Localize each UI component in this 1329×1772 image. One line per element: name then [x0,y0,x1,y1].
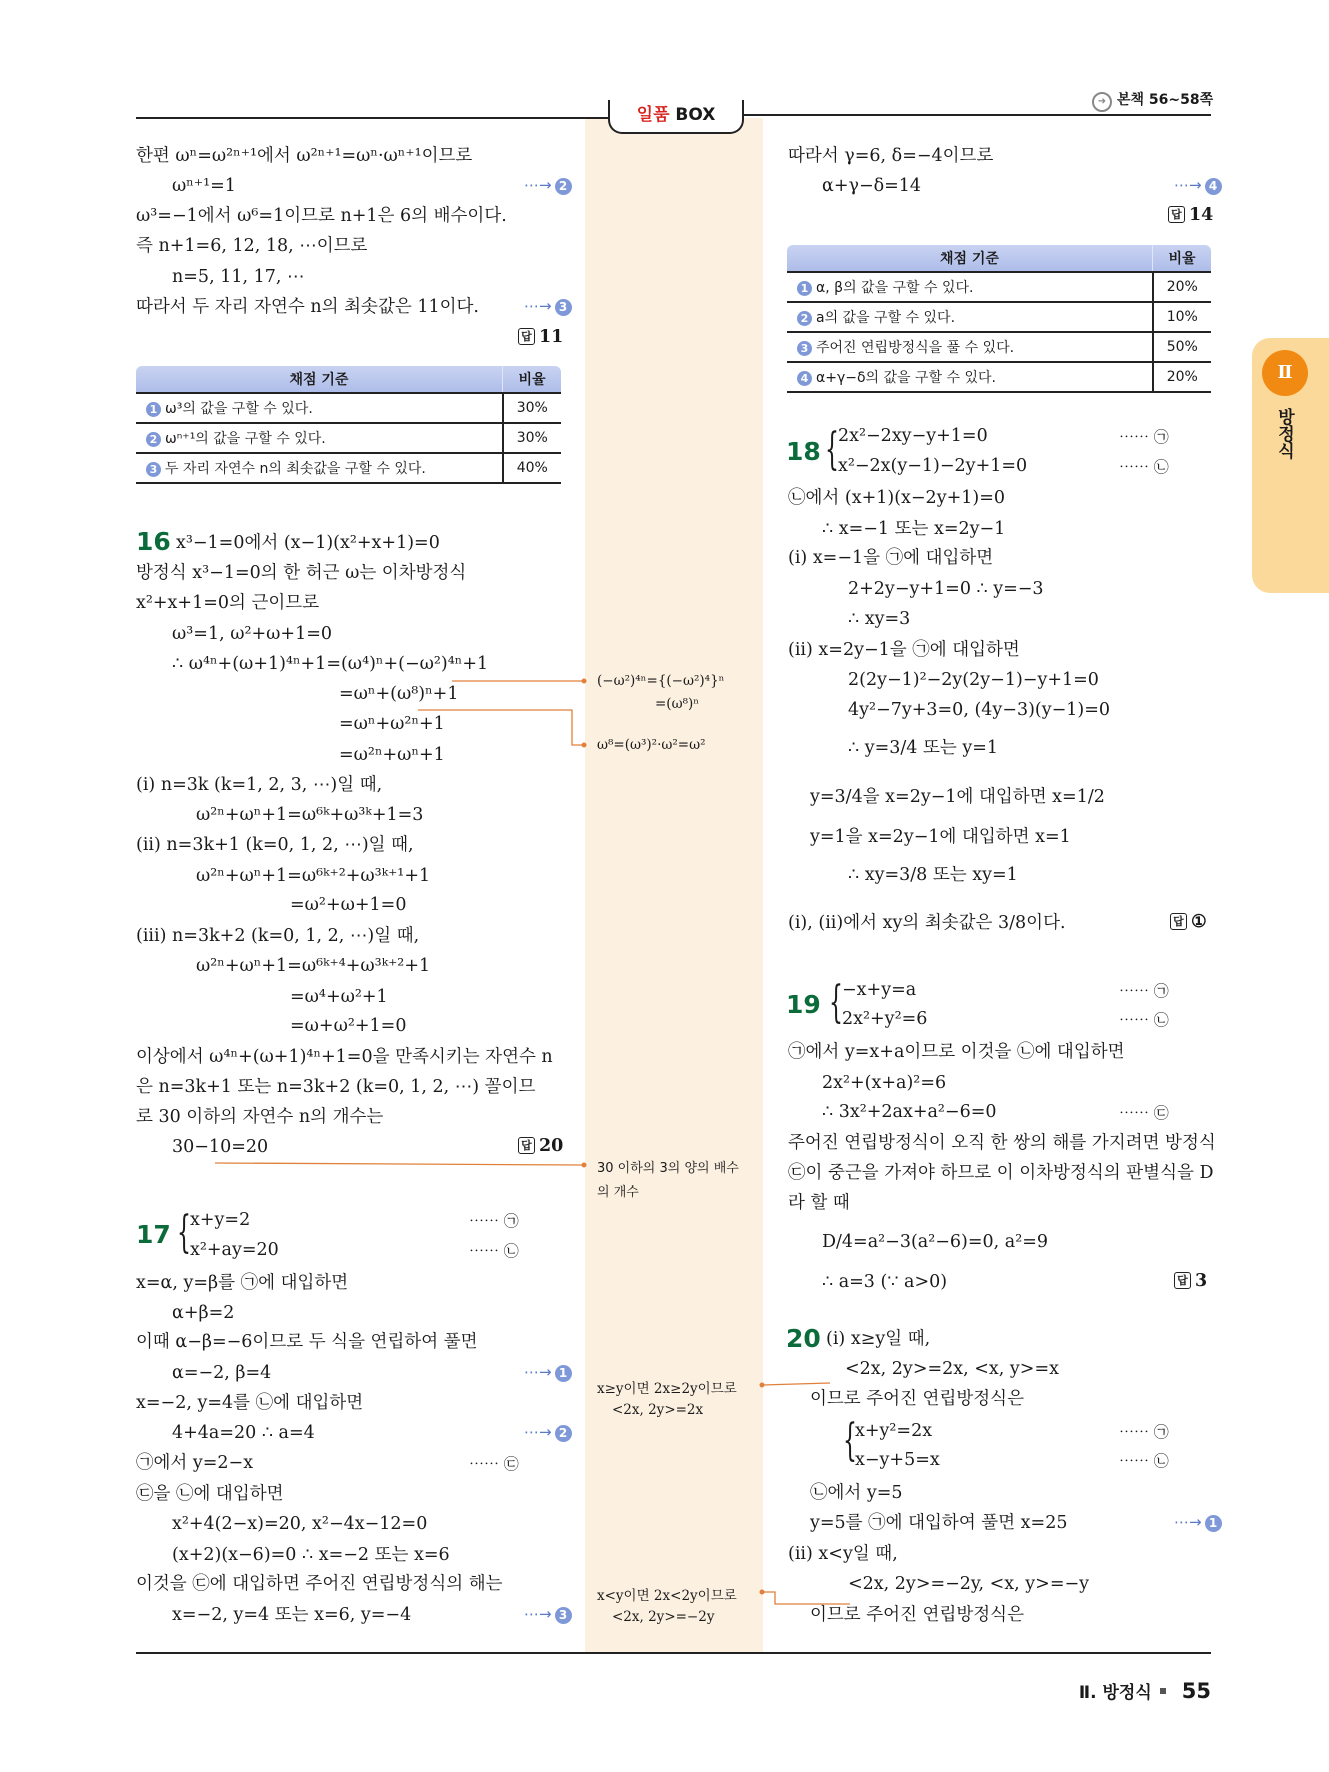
step-marker [1174,176,1222,195]
step-marker [524,1423,572,1442]
solution-line: =ω²+ω+1=0 [290,895,407,915]
solution-line: =ω⁴+ω²+1 [290,987,388,1007]
solution-line: 이므로 주어진 연립방정식은 [810,1605,1024,1625]
box-note: x<y이면 2x<2y이므로 [597,1588,737,1604]
column-header: 비율 [1153,245,1212,272]
step-number-icon: 4 [797,371,812,386]
solution-line: 한편 ωⁿ=ω²ⁿ⁺¹에서 ω²ⁿ⁺¹=ωⁿ·ωⁿ⁺¹이므로 [136,146,473,166]
ratio: 20% [1153,272,1212,302]
equation-label [1119,1102,1169,1123]
label-mark: ㉡ [1153,1452,1169,1470]
box-note: x≥y이면 2x≥2y이므로 [597,1381,737,1397]
solution-line: ∴ ω⁴ⁿ+(ω+1)⁴ⁿ+1=(ω⁴)ⁿ+(−ω²)⁴ⁿ+1 [172,654,489,674]
solution-line: ωⁿ⁺¹=1 [172,176,236,196]
table-row [136,423,561,453]
box-note: <2x, 2y>=2x [612,1402,704,1418]
step-marker [1174,1513,1222,1532]
step-arrow: ⋯→ [524,1605,552,1623]
step-number-icon: 3 [797,341,812,356]
label-mark: ㉡ [503,1242,519,1260]
solution-line: (iii) n=3k+2 (k=0, 1, 2, ⋯)일 때, [136,926,420,946]
equation-label [1119,456,1169,477]
label-mark: ㉠ [1153,1423,1169,1441]
box-note: <2x, 2y>=−2y [612,1609,715,1625]
solution-line: 주어진 연립방정식이 오직 한 쌍의 해를 가지려면 방정식 [788,1133,1216,1153]
system-brace: { [177,1207,191,1258]
solution-line: ∴ y=3/4 또는 y=1 [848,738,999,758]
solution-line: 2x²+(x+a)²=6 [822,1073,947,1093]
solution-line: x²+4(2−x)=20, x²−4x−12=0 [172,1514,428,1534]
dots: ⋯⋯ [1119,1423,1150,1441]
solution-line: α+γ−δ=14 [822,176,922,196]
solution-line: ㉠에서 y=2−x [136,1453,254,1473]
equation-label [1119,1450,1169,1471]
solution-line: ∴ a=3 (∵ a>0) [822,1272,948,1292]
ratio: 40% [503,453,562,483]
solution-line: =ωⁿ+ω²ⁿ+1 [339,714,445,734]
solution-line: (x+2)(x−6)=0 ∴ x=−2 또는 x=6 [172,1545,450,1565]
solution-line: (i) n=3k (k=1, 2, 3, ⋯)일 때, [136,775,383,795]
box-title: BOX [675,105,716,125]
solution-line: x=α, y=β를 ㉠에 대입하면 [136,1273,349,1293]
answer-value: 3 [1195,1271,1208,1291]
solution-line: ㉢이 중근을 가져야 하므로 이 이차방정식의 판별식을 D [788,1163,1214,1183]
solution-line: 따라서 두 자리 자연수 n의 최솟값은 11이다. [136,297,479,317]
dots: ⋯⋯ [1119,982,1150,1000]
solution-line: 따라서 γ=6, δ=−4이므로 [788,146,994,166]
connector-dot [760,1590,765,1595]
solution-line: x=−2, y=4를 ㉡에 대입하면 [136,1393,364,1413]
criterion: a의 값을 구할 수 있다. [816,310,956,326]
solution-line: ω³=−1에서 ω⁶=1이므로 n+1은 6의 배수이다. [136,206,507,226]
solution-line: 방정식 x³−1=0의 한 허근 ω는 이차방정식 [136,563,467,583]
solution-line: (ii) n=3k+1 (k=0, 1, 2, ⋯)일 때, [136,835,414,855]
step-number-icon: 2 [797,311,812,326]
ratio: 20% [1153,362,1212,392]
system-brace: { [829,977,843,1028]
solution-line: n=5, 11, 17, ⋯ [172,267,305,287]
criterion: ω³의 값을 구할 수 있다. [165,401,313,417]
label-mark: ㉢ [1153,1104,1169,1122]
step-number-icon: 2 [146,432,161,447]
step-arrow: ⋯→ [524,297,552,315]
chapter-title: 방정식 [1274,408,1294,459]
connector-dot [760,1383,765,1388]
problem-number: 20 [786,1324,821,1353]
system-equation: x−y+5=x [855,1450,940,1470]
grading-table [136,366,561,484]
table-row [787,332,1211,362]
answer-icon: 답 [1168,206,1185,223]
criterion: α, β의 값을 구할 수 있다. [816,280,974,296]
solution-line: ω²ⁿ+ωⁿ+1=ω⁶ᵏ⁺²+ω³ᵏ⁺¹+1 [196,866,431,886]
solution-line: y=5를 ㉠에 대입하여 풀면 x=25 [810,1513,1068,1533]
label-mark: ㉢ [503,1455,519,1473]
solution-line: ∴ xy=3 [848,609,911,629]
step-number-icon: 3 [555,299,572,316]
solution-line: (ii) x=2y−1을 ㉠에 대입하면 [788,640,1020,660]
equation-label [469,1453,519,1474]
solution-line: ∴ 3x²+2ax+a²−6=0 [822,1102,997,1122]
step-marker [524,176,572,195]
arrow-circle-icon: ➜ [1092,92,1112,112]
solution-line: 이때 α−β=−6이므로 두 식을 연립하여 풀면 [136,1332,478,1352]
answer [1168,205,1213,225]
solution-line: (i) x=−1을 ㉠에 대입하면 [788,548,994,568]
box-title-red: 일품 [636,105,670,125]
step-number-icon: 2 [555,178,572,195]
grading-table [787,245,1211,393]
answer [1174,1271,1207,1291]
box-note: 30 이하의 3의 양의 배수 [597,1161,739,1176]
solution-line: ∴ xy=3/8 또는 xy=1 [848,865,1018,885]
system-equation: x+y=2 [190,1210,251,1230]
ratio: 30% [503,423,562,453]
box-note: (−ω²)⁴ⁿ={(−ω²)⁴}ⁿ [597,673,725,689]
solution-line: ㉡에서 y=5 [810,1483,903,1503]
footer-chapter: Ⅱ. 방정식 [1078,1683,1152,1703]
dots: ⋯⋯ [1119,458,1150,476]
label-mark: ㉠ [1153,428,1169,446]
step-arrow: ⋯→ [524,1423,552,1441]
solution-line: x³−1=0에서 (x−1)(x²+x+1)=0 [176,533,440,553]
solution-line: 4+4a=20 ∴ a=4 [172,1423,315,1443]
solution-line: 즉 n+1=6, 12, 18, ⋯이므로 [136,236,368,256]
solution-line: =ωⁿ+(ω⁸)ⁿ+1 [339,684,459,704]
ratio: 10% [1153,302,1212,332]
connector-dot [582,679,587,684]
solution-line: x=−2, y=4 또는 x=6, y=−4 [172,1605,412,1625]
label-mark: ㉡ [1153,458,1169,476]
dots: ⋯⋯ [1119,1104,1150,1122]
system-equation: 2x²+y²=6 [842,1009,928,1029]
solution-line: 이것을 ㉢에 대입하면 주어진 연립방정식의 해는 [136,1574,503,1594]
answer-value: ① [1191,912,1207,932]
column-header: 채점 기준 [787,245,1153,272]
solution-line: 4y²−7y+3=0, (4y−3)(y−1)=0 [848,700,1111,720]
equation-label [1119,426,1169,447]
equation-label [1119,1421,1169,1442]
solution-line: ㉠에서 y=x+a이므로 이것을 ㉡에 대입하면 [788,1042,1125,1062]
step-marker [524,1605,572,1624]
problem-number: 18 [786,437,821,466]
table-row [136,453,561,483]
equation-label [469,1240,519,1261]
equation-label [1119,980,1169,1001]
table-row [787,272,1211,302]
label-mark: ㉠ [503,1212,519,1230]
step-number-icon: 3 [555,1607,572,1624]
step-number-icon: 1 [797,281,812,296]
step-arrow: ⋯→ [524,176,552,194]
step-arrow: ⋯→ [1174,1513,1202,1531]
dots: ⋯⋯ [469,1212,500,1230]
step-arrow: ⋯→ [1174,176,1202,194]
system-equation: x²−2x(y−1)−2y+1=0 [838,456,1028,476]
ratio: 30% [503,393,562,423]
system-brace: { [843,1415,857,1466]
system-equation: x+y²=2x [855,1421,933,1441]
equation-label [469,1210,519,1231]
step-marker [524,297,572,316]
solution-line: 로 30 이하의 자연수 n의 개수는 [136,1107,384,1127]
system-brace: { [825,424,839,475]
connector-dot [582,1163,587,1168]
connector-line [762,1383,830,1385]
solution-line: (i), (ii)에서 xy의 최솟값은 3/8이다. [788,913,1066,933]
answer [1170,912,1207,932]
connector-dot [582,743,587,748]
solution-line: 2+2y−y+1=0 ∴ y=−3 [848,579,1044,599]
solution-line: 30−10=20 [172,1137,269,1157]
solution-line: (i) x≥y일 때, [826,1329,931,1349]
connector-line [215,1163,582,1165]
connector-line [762,1592,850,1604]
solution-line: α+β=2 [172,1303,235,1323]
answer-icon: 답 [1174,1272,1191,1289]
chapter-numeral: Ⅱ [1262,350,1308,396]
table-row [787,302,1211,332]
ratio: 50% [1153,332,1212,362]
step-number-icon: 1 [555,1365,572,1382]
solution-line: <2x, 2y>=−2y, <x, y>=−y [848,1574,1090,1594]
answer-icon: 답 [518,1137,535,1154]
solution-line: =ω+ω²+1=0 [290,1016,407,1036]
step-marker [524,1363,572,1382]
reference-text: 본책 56~58쪽 [1117,92,1214,108]
solution-line: y=3/4을 x=2y−1에 대입하면 x=1/2 [810,787,1105,807]
box-note: ω⁸=(ω³)²·ω²=ω² [597,737,706,753]
answer-icon: 답 [1170,913,1187,930]
system-equation: −x+y=a [842,980,917,1000]
answer [518,1136,563,1156]
solution-line: y=1을 x=2y−1에 대입하면 x=1 [810,827,1071,847]
table-row [787,362,1211,392]
label-mark: ㉠ [1153,982,1169,1000]
problem-number: 16 [136,527,171,556]
dots: ⋯⋯ [1119,428,1150,446]
criterion: ωⁿ⁺¹의 값을 구할 수 있다. [165,431,326,447]
dots: ⋯⋯ [469,1242,500,1260]
solution-line: ω²ⁿ+ωⁿ+1=ω⁶ᵏ+ω³ᵏ+1=3 [196,805,424,825]
answer-icon: 답 [518,328,535,345]
column-header: 비율 [503,366,562,393]
answer-value: 20 [539,1136,564,1156]
solution-line: ㉡에서 (x+1)(x−2y+1)=0 [788,488,1005,508]
label-mark: ㉡ [1153,1011,1169,1029]
box-note: 의 개수 [597,1185,639,1200]
page-number: 55 [1181,1679,1211,1703]
solution-line: (ii) x<y일 때, [788,1544,898,1564]
criterion: 주어진 연립방정식을 풀 수 있다. [816,340,1015,356]
solution-line: α=−2, β=4 [172,1363,272,1383]
solution-line: ω³=1, ω²+ω+1=0 [172,624,333,644]
criterion: 두 자리 자연수 n의 최솟값을 구할 수 있다. [165,461,426,477]
answer [518,327,563,347]
step-arrow: ⋯→ [524,1363,552,1381]
system-equation: 2x²−2xy−y+1=0 [838,426,988,446]
solution-line: 은 n=3k+1 또는 n=3k+2 (k=0, 1, 2, ⋯) 꼴이므 [136,1077,536,1097]
table-row [136,393,561,423]
answer-value: 14 [1189,205,1214,225]
solution-line: x²+x+1=0의 근이므로 [136,593,320,613]
dots: ⋯⋯ [1119,1011,1150,1029]
criterion: α+γ−δ의 값을 구할 수 있다. [816,370,996,386]
column-header: 채점 기준 [136,366,503,393]
solution-line: 라 할 때 [788,1193,850,1213]
step-number-icon: 1 [1205,1515,1222,1532]
problem-number: 19 [786,990,821,1019]
box-note: =(ω⁸)ⁿ [655,696,700,712]
step-number-icon: 3 [146,462,161,477]
solution-line: 2(2y−1)²−2y(2y−1)−y+1=0 [848,670,1099,690]
system-equation: x²+ay=20 [190,1240,279,1260]
solution-line: ∴ x=−1 또는 x=2y−1 [822,519,1006,539]
solution-line: ㉢을 ㉡에 대입하면 [136,1484,284,1504]
solution-line: 이상에서 ω⁴ⁿ+(ω+1)⁴ⁿ+1=0을 만족시키는 자연수 n [136,1047,553,1067]
equation-label [1119,1009,1169,1030]
step-number-icon: 2 [555,1425,572,1442]
dots: ⋯⋯ [1119,1452,1150,1470]
dots: ⋯⋯ [469,1455,500,1473]
step-number-icon: 1 [146,402,161,417]
solution-line: <2x, 2y>=2x, <x, y>=x [845,1359,1060,1379]
solution-line: 이므로 주어진 연립방정식은 [810,1389,1024,1409]
solution-line: =ω²ⁿ+ωⁿ+1 [339,745,445,765]
solution-line: ω²ⁿ+ωⁿ+1=ω⁶ᵏ⁺⁴+ω³ᵏ⁺²+1 [196,956,431,976]
problem-number: 17 [136,1220,171,1249]
answer-value: 11 [539,327,564,347]
step-number-icon: 4 [1205,178,1222,195]
solution-line: D/4=a²−3(a²−6)=0, a²=9 [822,1232,1049,1252]
